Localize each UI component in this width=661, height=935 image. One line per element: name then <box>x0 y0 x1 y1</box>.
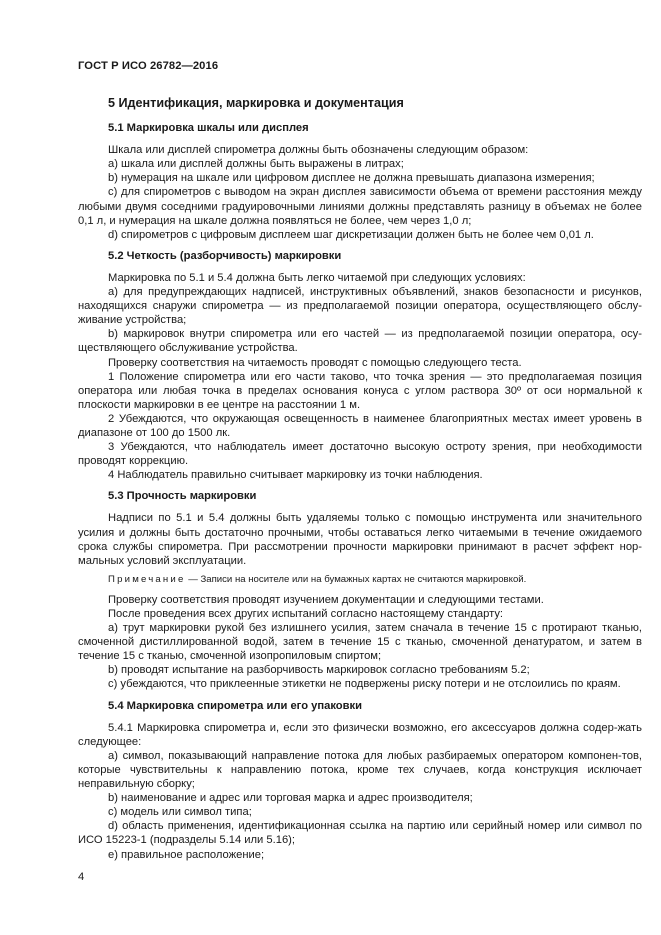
page-number: 4 <box>78 871 85 883</box>
list-item: b) проводят испытание на разборчивость маркировок согласно требованиям 5.2; <box>108 664 530 677</box>
paragraph: Проверку соответствия проводят изучением документации и следующими тестами. <box>108 593 544 606</box>
list-item: 3 Убеждаются, что наблюдатель имеет достаточно высокую остроту зрения, при необходимости проводят коррекцию. <box>78 441 642 468</box>
list-item: с) убеждаются, что приклеенные этикетки не подвержены риску потери и не отслоились по краям. <box>108 678 621 691</box>
section-5-heading: 5 Идентификация, маркировка и документация <box>108 96 404 110</box>
section-5-1-heading: 5.1 Маркировка шкалы или дисплея <box>108 122 309 135</box>
list-item: d) область применения, идентификационная ссылка на партию или серийный номер или символ по ИСО 15223-1 (подразделы 5.14 или 5.16); <box>78 820 642 847</box>
list-item: 1 Положение спирометра или его части таково, что точка зрения — это предполагаемая позиция оператора или любая точка в пределах основания конуса с углом раствора 30º от оси нормальной к плоскости маркировки в ее центре на расстоянии 1 м. <box>78 370 642 411</box>
list-item: b) наименование и адрес или торговая марка и адрес производителя; <box>108 792 473 805</box>
list-item: 2 Убеждаются, что окружающая освещенность в наименее благоприятных местах имеет уровень в диапазоне от 100 до 1500 лк. <box>78 412 642 439</box>
list-item: а) шкала или дисплей должны быть выражены в литрах; <box>108 158 404 171</box>
section-5-4-heading: 5.4 Маркировка спирометра или его упаковки <box>108 699 362 712</box>
list-item: с) для спирометров с выводом на экран дисплея зависимости объема от времени расстояния между любыми двумя соседними градуировочными линиями должны представлять разницу в объемах не более 0,1 л, и нумерация на шкале должна появляться не более, чем через 1,0 л; <box>78 186 642 227</box>
paragraph: 5.4.1 Маркировка спирометра и, если это физически возможно, его аксессуаров должна содер-жать следующее: <box>78 721 642 748</box>
note <box>78 573 642 587</box>
paragraph: Маркировка по 5.1 и 5.4 должна быть легко читаемой при следующих условиях: <box>108 271 526 284</box>
document-body <box>78 96 642 862</box>
list-item: b) маркировок внутри спирометра или его частей — из предполагаемой позиции оператора, осу-ществляющего обслуживание устройства. <box>78 328 642 355</box>
paragraph: Проверку соответствия на читаемость проводят с помощью следующего теста. <box>108 356 522 369</box>
section-5-3-heading: 5.3 Прочность маркировки <box>108 490 257 503</box>
list-item: а) трут маркировки рукой без излишнего усилия, затем сначала в течение 15 с протирают тканью, смоченной дистиллированной водой, затем в течение 15 с тканью, смоченной денатуратом, и затем в течение 15 с тканью, смоченной изопропиловым спиртом; <box>78 622 642 663</box>
list-item: 4 Наблюдатель правильно считывает маркировку из точки наблюдения. <box>108 469 483 482</box>
standard-header: ГОСТ Р ИСО 26782—2016 <box>78 60 219 72</box>
list-item: с) модель или символ типа; <box>108 806 252 819</box>
paragraph: После проведения всех других испытаний согласно настоящему стандарту: <box>108 608 504 620</box>
list-item: d) спирометров с цифровым дисплеем шаг дискретизации должен быть не более чем 0,01 л. <box>108 228 594 241</box>
note-label: Примечание <box>108 573 186 585</box>
list-item: а) символ, показывающий направление потока для любых разбираемых оператором компонен-тов, которые чувствительны к направлению потока, кроме тех случаев, когда конструкция исключает неправильную сборку; <box>78 749 642 791</box>
paragraph: Надписи по 5.1 и 5.4 должны быть удаляемы только с помощью инструмента или значительного усилия и должны быть достаточно прочными, чтобы оставаться легко читаемыми в течение ожидаемого срока службы спирометра. При рассмотрении прочности маркировки принимают в расчет эффект нор-мальных условий эксплуатации. <box>78 512 642 567</box>
paragraph: Шкала или дисплей спирометра должны быть обозначены следующим образом: <box>108 144 529 157</box>
note-text: — Записи на носителе или на бумажных картах не считаются маркировкой. <box>185 573 527 585</box>
list-item: е) правильное расположение; <box>108 848 265 861</box>
list-item: b) нумерация на шкале или цифровом дисплее не должна превышать диапазона измерения; <box>108 172 595 185</box>
section-5-2-heading: 5.2 Четкость (разборчивость) маркировки <box>108 249 342 262</box>
list-item: а) для предупреждающих надписей, инструктивных объявлений, знаков безопасности и рисунков, находящихся снаружи спирометра — из предполагаемой позиции оператора, осуществляющего обслу-живание устройства; <box>78 286 642 327</box>
